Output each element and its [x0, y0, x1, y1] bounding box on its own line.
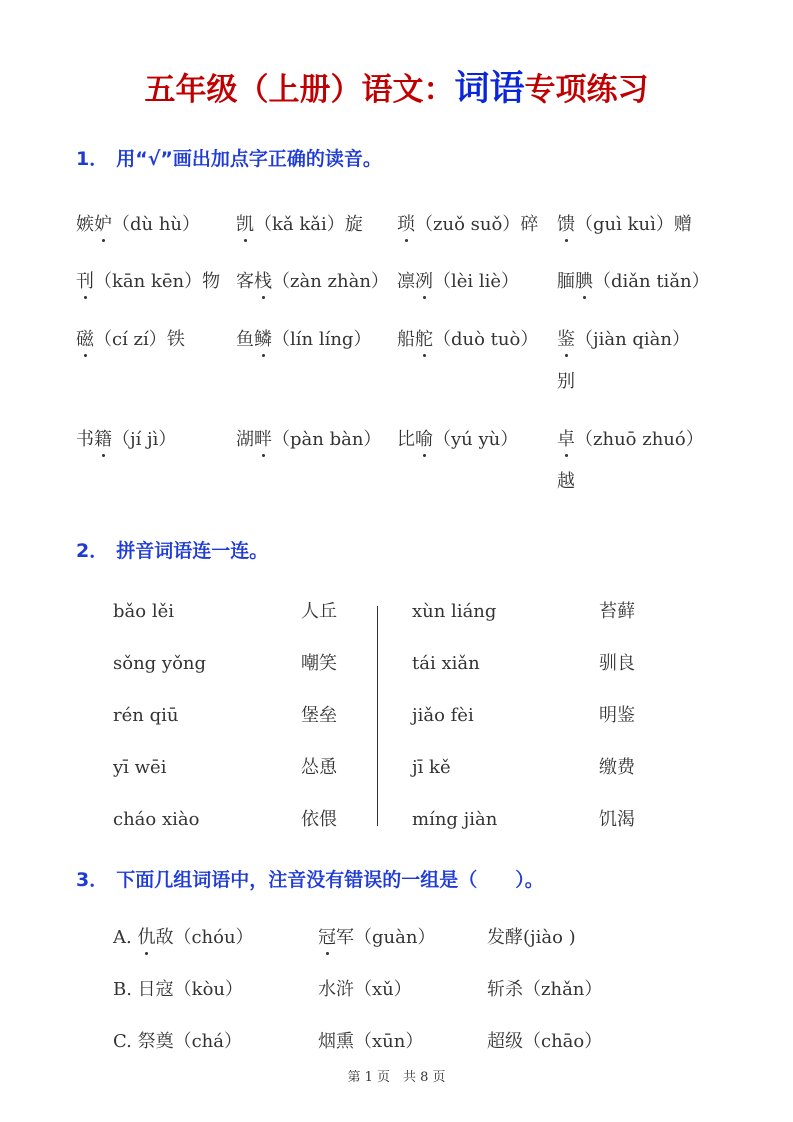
pinyin-options[interactable]: （dù hù） [112, 214, 201, 235]
pinyin-right[interactable]: tái xiǎn [412, 653, 480, 674]
dotted-character: 磁 [76, 327, 94, 353]
pinyin-options[interactable]: （zàn zhàn） [272, 271, 389, 292]
word-right[interactable]: 明鉴 [599, 705, 635, 726]
pinyin-left[interactable]: cháo xiào [113, 809, 200, 830]
option-item [487, 977, 602, 1003]
reading-item [76, 427, 176, 453]
word-right[interactable]: 饥渴 [599, 809, 635, 830]
option-label: A. [113, 927, 138, 948]
dotted-character: 卓 [557, 427, 575, 453]
item-prefix: 书 [76, 429, 94, 450]
question-2-number: 2． [76, 540, 109, 562]
reading-item [397, 212, 538, 238]
reading-item [557, 269, 710, 295]
pinyin-left[interactable]: bǎo lěi [113, 601, 174, 622]
item-prefix: 鱼 [236, 329, 254, 350]
option-item [487, 1029, 602, 1055]
pinyin-options[interactable]: （kān kēn） [94, 271, 203, 292]
word-right[interactable]: 驯良 [599, 653, 635, 674]
question-2-heading [76, 538, 268, 564]
reading-item [76, 327, 185, 353]
dotted-character: 琐 [397, 212, 415, 238]
item-prefix: 腼 [557, 271, 575, 292]
dotted-character: 冽 [415, 269, 433, 295]
reading-item [557, 212, 692, 238]
dotted-character: 鉴 [557, 327, 575, 353]
option-word: 水浒（xǔ） [318, 979, 412, 1000]
item-suffix: 越 [557, 471, 575, 492]
option-word: 超级（chāo） [487, 1031, 603, 1052]
option-word: 祭奠（chá） [137, 1031, 242, 1052]
option-word: 烟熏（xūn） [318, 1031, 424, 1052]
option-item [318, 1029, 423, 1055]
pinyin-options[interactable]: （yú yù） [433, 429, 519, 450]
dotted-character: 畔 [254, 427, 272, 453]
item-suffix: 赠 [673, 214, 692, 235]
question-1-heading [76, 146, 382, 172]
title-part-2: 词语 [454, 69, 525, 109]
word-right[interactable]: 缴费 [599, 757, 635, 778]
pinyin-options[interactable]: （zuǒ suǒ） [415, 214, 521, 235]
word-right[interactable]: 苔藓 [599, 601, 635, 622]
pinyin-options[interactable]: （jiàn qiàn） [575, 329, 690, 350]
dotted-character: 舵 [415, 327, 433, 353]
word-left[interactable]: 依偎 [301, 809, 337, 830]
option-label: B. [113, 979, 138, 1000]
pinyin-options[interactable]: （duò tuò） [433, 329, 539, 350]
reading-item [236, 212, 363, 238]
option-word: 斩杀（zhǎn） [487, 979, 603, 1000]
reading-item [397, 427, 518, 453]
pinyin-options[interactable]: （jí jì） [112, 429, 177, 450]
option-word: 日寇（kòu） [137, 979, 244, 1000]
dotted-character: 妒 [94, 212, 112, 238]
word-left[interactable]: 堡垒 [301, 705, 337, 726]
word-left[interactable]: 嘲笑 [301, 653, 337, 674]
pinyin-right[interactable]: míng jiàn [412, 809, 498, 830]
pinyin-right[interactable]: jī kě [412, 757, 451, 778]
reading-item [76, 212, 200, 238]
pinyin-options[interactable]: （diǎn tiǎn） [593, 271, 710, 292]
matching-divider [377, 606, 378, 826]
reading-item [236, 269, 389, 295]
question-2-text: 拼音词语连一连。 [116, 540, 269, 562]
option-word: 军（guàn） [336, 927, 436, 948]
dotted-character: 仇 [137, 925, 155, 951]
option-word: 发酵(jiào ) [487, 927, 576, 948]
page-title [0, 66, 793, 113]
option-item [318, 925, 435, 951]
page-footer: 第 1 页 共 8 页 [347, 1070, 446, 1085]
item-suffix: 铁 [166, 329, 185, 350]
dotted-character: 冠 [318, 925, 336, 951]
pinyin-options[interactable]: （guì kuì） [575, 214, 674, 235]
dotted-character: 鳞 [254, 327, 272, 353]
option-item [318, 977, 412, 1003]
reading-item [557, 427, 704, 495]
pinyin-options[interactable]: （pàn bàn） [272, 429, 382, 450]
item-prefix: 嫉 [76, 214, 94, 235]
reading-item [76, 269, 220, 295]
pinyin-options[interactable]: （zhuō zhuó） [575, 429, 704, 450]
reading-item [236, 427, 381, 453]
pinyin-options[interactable]: （cí zí） [94, 329, 167, 350]
dotted-character: 刊 [76, 269, 94, 295]
pinyin-left[interactable]: rén qiū [113, 705, 179, 726]
item-suffix: 旋 [344, 214, 363, 235]
option-item[interactable] [113, 925, 254, 951]
pinyin-options[interactable]: （lèi liè） [433, 271, 520, 292]
dotted-character: 凯 [236, 212, 254, 238]
reading-item [397, 327, 538, 353]
item-suffix: 物 [202, 271, 221, 292]
dotted-character: 栈 [254, 269, 272, 295]
question-1-number: 1． [76, 148, 109, 170]
pinyin-options[interactable]: （kǎ kǎi） [254, 214, 345, 235]
dotted-character: 喻 [415, 427, 433, 453]
option-word: 敌（chóu） [155, 927, 254, 948]
title-part-3: 专项练习 [524, 72, 649, 108]
item-prefix: 湖 [236, 429, 254, 450]
dotted-character: 籍 [94, 427, 112, 453]
question-1-text: 用“√”画出加点字正确的读音。 [116, 148, 382, 170]
dotted-character: 腆 [575, 269, 593, 295]
item-prefix: 凛 [397, 271, 415, 292]
pinyin-left[interactable]: yī wēi [113, 757, 167, 778]
question-3-text: 下面几组词语中，注音没有错误的一组是（ ）。 [116, 869, 544, 891]
option-item [487, 925, 576, 951]
option-label: C. [113, 1031, 138, 1052]
reading-item [397, 269, 519, 295]
pinyin-right[interactable]: xùn liáng [412, 601, 497, 622]
word-left[interactable]: 怂恿 [301, 757, 337, 778]
item-suffix: 别 [557, 371, 575, 392]
dotted-character: 馈 [557, 212, 575, 238]
reading-item [236, 327, 371, 353]
word-left[interactable]: 人丘 [301, 601, 337, 622]
pinyin-left[interactable]: sǒng yǒng [113, 653, 207, 674]
item-prefix: 船 [397, 329, 415, 350]
title-part-1: 五年级（上册）语文： [144, 72, 455, 108]
pinyin-options[interactable]: （lín líng） [272, 329, 372, 350]
option-item[interactable] [113, 977, 243, 1003]
item-suffix: 碎 [520, 214, 539, 235]
pinyin-right[interactable]: jiǎo fèi [412, 705, 474, 726]
reading-item [557, 327, 690, 395]
item-prefix: 比 [397, 429, 415, 450]
option-item[interactable] [113, 1029, 242, 1055]
item-prefix: 客 [236, 271, 254, 292]
question-3-heading [76, 867, 544, 893]
question-3-number: 3． [76, 869, 109, 891]
